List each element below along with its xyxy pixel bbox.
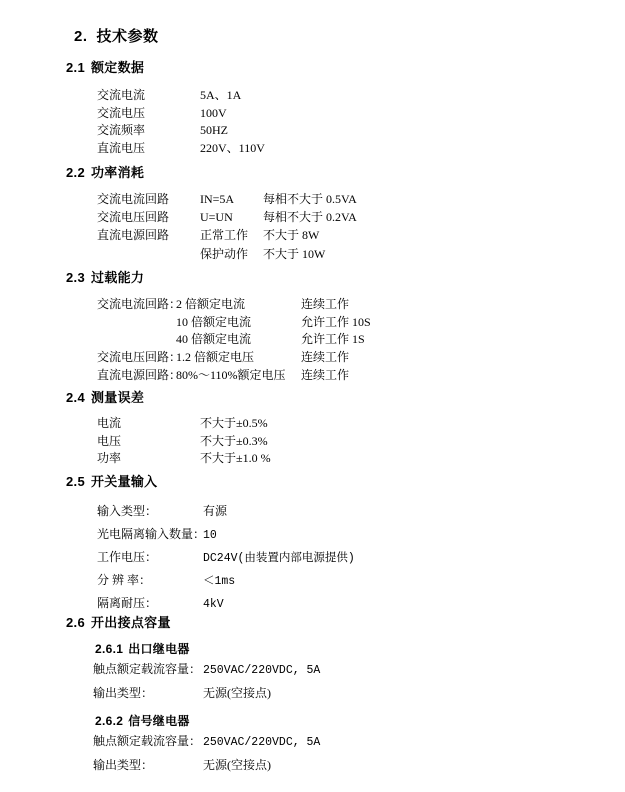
section-number: 2.3 xyxy=(66,270,85,285)
spec-label: 电流 xyxy=(97,416,122,430)
spec-label: 交流电流回路 xyxy=(97,192,170,206)
spec-condition: 1.2 倍额定电压 xyxy=(176,350,255,365)
spec-row xyxy=(97,313,371,331)
section-number: 2.5 xyxy=(66,474,85,489)
spec-label: 隔离耐压： xyxy=(97,596,158,610)
section-2-5-body xyxy=(97,502,355,617)
spec-condition: U=UN xyxy=(200,210,233,225)
spec-value: 连续工作 xyxy=(301,350,350,365)
section-2-4-body xyxy=(97,414,271,467)
section-title: 信号继电器 xyxy=(128,714,190,728)
section-heading-2-6-1 xyxy=(95,640,190,657)
section-heading-2-1 xyxy=(66,57,144,76)
spec-value: 50HZ xyxy=(200,123,228,138)
spec-value: 10 xyxy=(203,529,217,542)
section-title: 功率消耗 xyxy=(90,165,145,180)
spec-label: 触点额定载流容量： xyxy=(93,662,202,676)
spec-row xyxy=(93,660,320,684)
spec-label: 输出类型： xyxy=(93,758,154,772)
spec-value: 100V xyxy=(200,105,227,120)
spec-value: 250VAC/220VDC, 5A xyxy=(203,736,321,749)
section-heading-2-5 xyxy=(66,471,158,490)
spec-label: 功率 xyxy=(97,451,122,466)
section-title: 开关量输入 xyxy=(90,474,158,489)
spec-condition: 80%～110%额定电压 xyxy=(176,367,286,382)
spec-value: 连续工作 xyxy=(301,367,350,382)
section-2-6-2-body xyxy=(93,732,320,780)
spec-value: 每相不大于 0.2VA xyxy=(263,210,357,225)
spec-row xyxy=(97,226,357,244)
spec-value: 不大于 8W xyxy=(263,228,320,243)
spec-label: 交流电流回路： xyxy=(97,297,182,311)
spec-row xyxy=(97,121,265,139)
spec-condition: 保护动作 xyxy=(200,246,249,261)
section-title: 出口继电器 xyxy=(128,642,190,656)
page-title-number: 2. xyxy=(74,28,88,45)
spec-row xyxy=(97,525,355,548)
spec-row xyxy=(97,245,357,263)
spec-row xyxy=(93,756,320,780)
spec-condition: 2 倍额定电流 xyxy=(176,297,246,311)
spec-label: 光电隔离输入数量： xyxy=(97,527,206,541)
section-heading-2-4 xyxy=(66,387,144,406)
spec-value: 允许工作 1S xyxy=(301,332,365,347)
spec-row xyxy=(97,348,371,366)
spec-value: 4kV xyxy=(203,598,224,611)
section-number: 2.6 xyxy=(66,615,85,630)
spec-row xyxy=(93,732,320,756)
section-heading-2-3 xyxy=(66,267,144,286)
spec-row xyxy=(97,330,371,348)
section-heading-2-2 xyxy=(66,162,144,181)
spec-value: 不大于±0.5% xyxy=(200,416,268,430)
spec-row xyxy=(97,208,357,226)
section-number: 2.4 xyxy=(66,390,85,405)
section-title: 开出接点容量 xyxy=(90,615,171,630)
spec-row xyxy=(97,548,355,571)
spec-label: 输入类型： xyxy=(97,504,158,518)
spec-row xyxy=(97,502,355,525)
section-2-2-body xyxy=(97,190,357,263)
spec-value: 有源 xyxy=(203,504,228,518)
section-number: 2.2 xyxy=(66,165,85,180)
spec-condition: 正常工作 xyxy=(200,228,249,243)
section-title: 过载能力 xyxy=(90,270,145,285)
spec-value: ＜1ms xyxy=(203,575,236,588)
spec-row xyxy=(97,432,271,450)
spec-value: 250VAC/220VDC, 5A xyxy=(203,664,321,677)
spec-value: 5A、1A xyxy=(200,88,242,102)
spec-value: 每相不大于 0.5VA xyxy=(263,192,357,206)
spec-label: 电压 xyxy=(97,433,122,448)
spec-row xyxy=(97,86,265,104)
spec-row xyxy=(97,571,355,594)
section-number: 2.6.2 xyxy=(95,714,124,728)
spec-value: 连续工作 xyxy=(301,297,350,311)
spec-value: 220V、110V xyxy=(200,140,265,155)
spec-label: 交流电压回路 xyxy=(97,210,170,225)
spec-condition: 40 倍额定电流 xyxy=(176,332,252,347)
section-heading-2-6-2 xyxy=(95,712,190,729)
spec-value: 无源(空接点) xyxy=(203,686,271,700)
page-title-text: 技术参数 xyxy=(96,28,159,45)
spec-value: 不大于±0.3% xyxy=(200,433,268,448)
spec-label: 直流电压 xyxy=(97,140,146,155)
spec-label: 直流电源回路 xyxy=(97,228,170,243)
spec-row xyxy=(93,684,320,708)
spec-label: 输出类型： xyxy=(93,686,154,700)
section-2-6-1-body xyxy=(93,660,320,708)
section-heading-2-6 xyxy=(66,612,171,631)
section-number: 2.6.1 xyxy=(95,642,124,656)
spec-value: 无源(空接点) xyxy=(203,758,271,772)
spec-row xyxy=(97,366,371,384)
section-number: 2.1 xyxy=(66,60,85,75)
spec-label: 直流电源回路： xyxy=(97,367,182,382)
spec-label: 触点额定载流容量： xyxy=(93,734,202,748)
section-title: 额定数据 xyxy=(90,60,145,75)
spec-condition: IN=5A xyxy=(200,192,235,206)
section-2-1-body xyxy=(97,86,265,156)
spec-row xyxy=(97,414,271,432)
spec-value: 不大于 10W xyxy=(263,246,326,261)
spec-row xyxy=(97,190,357,208)
section-title: 测量误差 xyxy=(90,390,145,405)
spec-label: 交流电压 xyxy=(97,105,146,120)
spec-label: 交流频率 xyxy=(97,123,146,138)
spec-row xyxy=(97,449,271,467)
spec-label: 交流电流 xyxy=(97,88,146,102)
section-2-3-body xyxy=(97,295,371,383)
spec-value: 允许工作 10S xyxy=(301,314,371,329)
spec-label: 交流电压回路： xyxy=(97,350,182,365)
page-title xyxy=(74,25,159,46)
spec-row xyxy=(97,139,265,157)
spec-value: DC24V(由装置内部电源提供) xyxy=(203,552,355,565)
spec-condition: 10 倍额定电流 xyxy=(176,314,252,329)
spec-value: 不大于±1.0 % xyxy=(200,451,271,466)
spec-row xyxy=(97,104,265,122)
spec-label: 分 辨 率： xyxy=(97,573,152,587)
spec-row xyxy=(97,295,371,313)
spec-label: 工作电压： xyxy=(97,550,158,564)
